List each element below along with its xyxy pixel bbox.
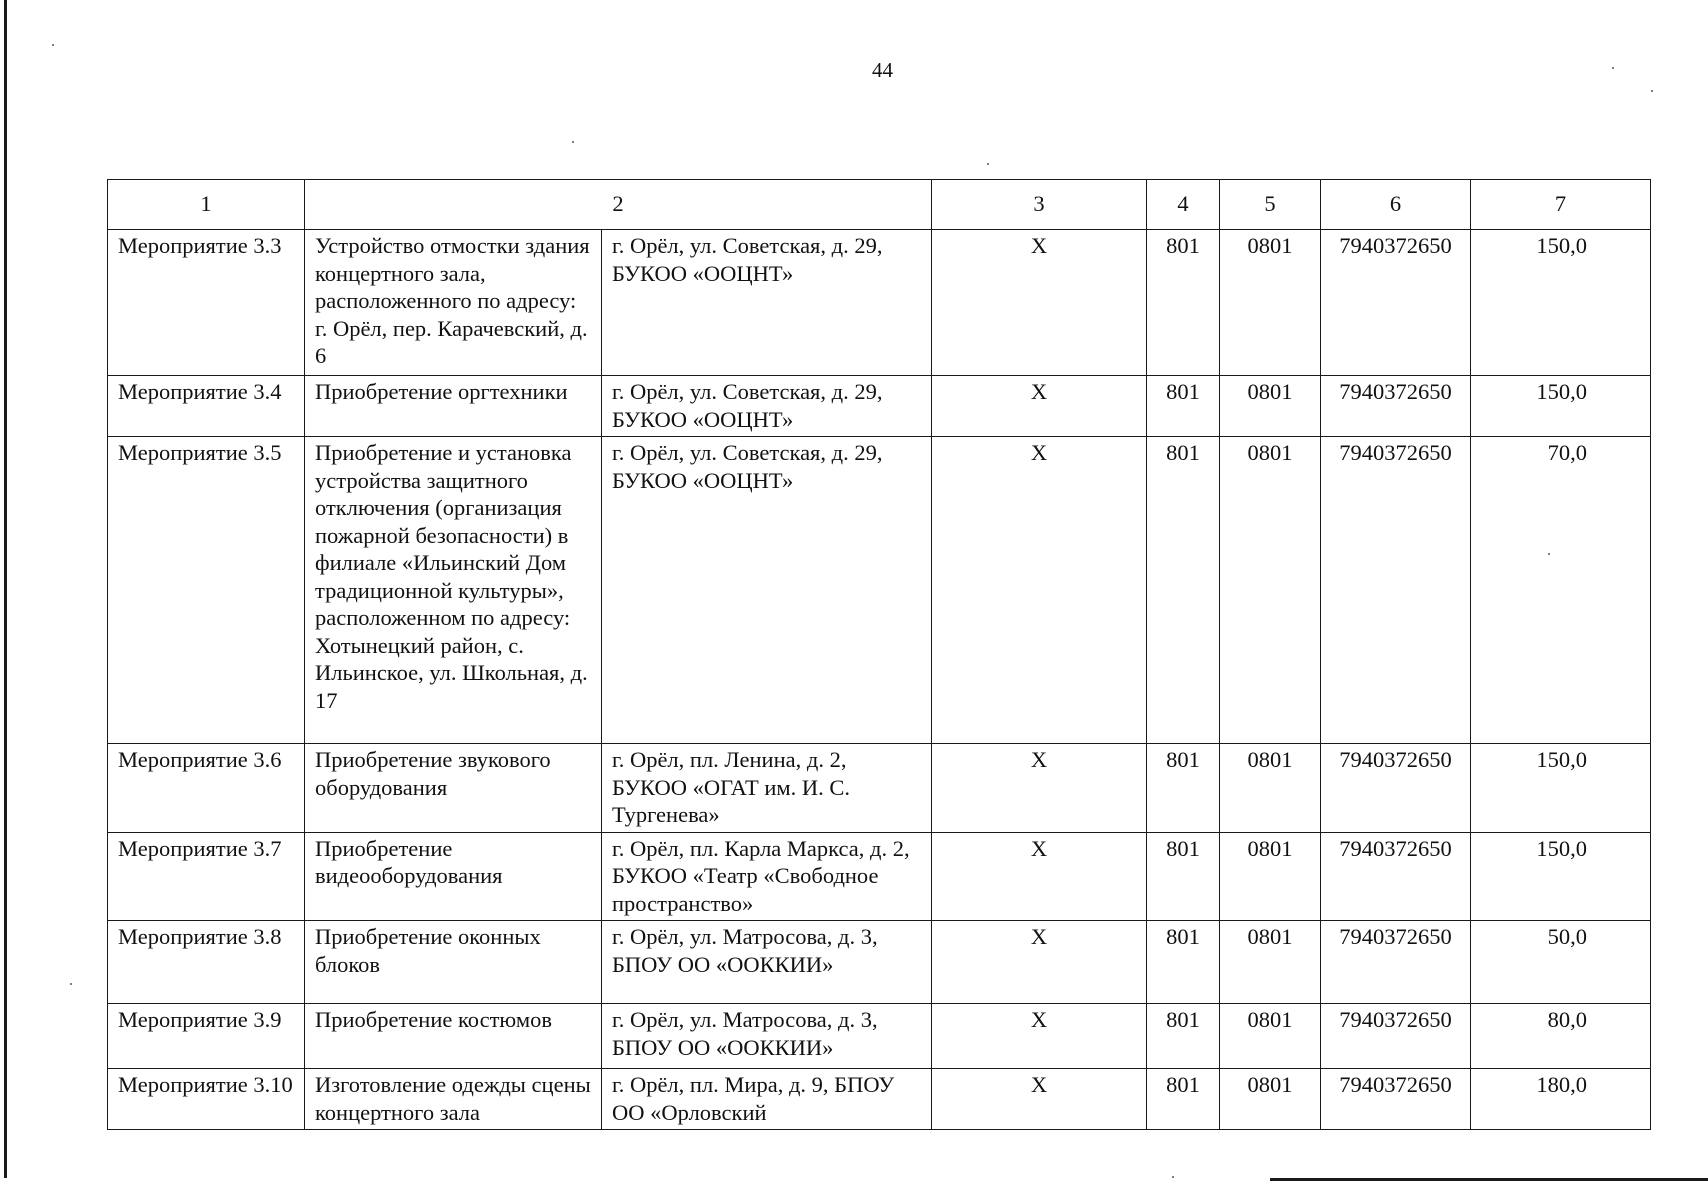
col6-cell: 7940372650 bbox=[1321, 230, 1471, 376]
description-cell: Приобретение костюмов bbox=[305, 1004, 602, 1069]
amount-cell: 150,0 bbox=[1471, 230, 1651, 376]
amount-cell: 150,0 bbox=[1471, 744, 1651, 833]
description-cell: Приобретение звукового оборудования bbox=[305, 744, 602, 833]
col5-cell: 0801 bbox=[1220, 744, 1321, 833]
address-cell: г. Орёл, ул. Советская, д. 29, БУКОО «ООЦНТ» bbox=[602, 376, 932, 437]
address-cell: г. Орёл, ул. Матросова, д. 3, БПОУ ОО «ООККИИ» bbox=[602, 921, 932, 1004]
description-cell: Изготовление одежды сцены концертного зала bbox=[305, 1069, 602, 1130]
address-cell: г. Орёл, ул. Советская, д. 29, БУКОО «ООЦНТ» bbox=[602, 437, 932, 744]
event-cell: Мероприятие 3.7 bbox=[108, 832, 305, 921]
table-row bbox=[108, 1004, 1651, 1069]
description-cell: Приобретение видеооборудования bbox=[305, 832, 602, 921]
table-row bbox=[108, 230, 1651, 376]
col4-cell: 801 bbox=[1147, 437, 1220, 744]
col6-cell: 7940372650 bbox=[1321, 1004, 1471, 1069]
address-cell: г. Орёл, ул. Матросова, д. 3, БПОУ ОО «ООККИИ» bbox=[602, 1004, 932, 1069]
event-cell: Мероприятие 3.6 bbox=[108, 744, 305, 833]
col3-cell: Х bbox=[932, 230, 1147, 376]
amount-cell: 80,0 bbox=[1471, 1004, 1651, 1069]
table-row bbox=[108, 832, 1651, 921]
table-row bbox=[108, 744, 1651, 833]
address-cell: г. Орёл, ул. Советская, д. 29, БУКОО «ООЦНТ» bbox=[602, 230, 932, 376]
col3-cell: Х bbox=[932, 921, 1147, 1004]
col6-cell: 7940372650 bbox=[1321, 1069, 1471, 1130]
col3-cell: Х bbox=[932, 832, 1147, 921]
header-cell-7: 7 bbox=[1471, 180, 1651, 230]
col5-cell: 0801 bbox=[1220, 1069, 1321, 1130]
scan-speck bbox=[1612, 67, 1614, 69]
left-margin-rule bbox=[4, 0, 7, 1178]
header-cell-1: 1 bbox=[108, 180, 305, 230]
col3-cell: Х bbox=[932, 1069, 1147, 1130]
page-number: 44 bbox=[872, 58, 893, 82]
col4-cell: 801 bbox=[1147, 376, 1220, 437]
amount-cell: 150,0 bbox=[1471, 376, 1651, 437]
col4-cell: 801 bbox=[1147, 744, 1220, 833]
event-cell: Мероприятие 3.10 bbox=[108, 1069, 305, 1130]
col6-cell: 7940372650 bbox=[1321, 921, 1471, 1004]
col3-cell: Х bbox=[932, 437, 1147, 744]
address-cell: г. Орёл, пл. Карла Маркса, д. 2, БУКОО «Театр «Свободное пространство» bbox=[602, 832, 932, 921]
description-cell: Устройство отмостки здания концертного зала, расположенного по адресу: г. Орёл, пер. Карачевский, д. 6 bbox=[305, 230, 602, 376]
event-cell: Мероприятие 3.3 bbox=[108, 230, 305, 376]
description-cell: Приобретение оконных блоков bbox=[305, 921, 602, 1004]
col5-cell: 0801 bbox=[1220, 230, 1321, 376]
description-cell: Приобретение и установка устройства защитного отключения (организация пожарной безопасности) в филиале «Ильинский Дом традиционной культуры», расположенном по адресу: Хотынецкий район, с. Ильинское, ул. Школьная, д. 17 bbox=[305, 437, 602, 744]
scan-speck bbox=[987, 163, 989, 165]
scan-speck bbox=[70, 983, 72, 985]
event-cell: Мероприятие 3.4 bbox=[108, 376, 305, 437]
budget-table bbox=[107, 179, 1651, 1130]
col3-cell: Х bbox=[932, 744, 1147, 833]
col6-cell: 7940372650 bbox=[1321, 832, 1471, 921]
amount-cell: 150,0 bbox=[1471, 832, 1651, 921]
event-cell: Мероприятие 3.9 bbox=[108, 1004, 305, 1069]
col5-cell: 0801 bbox=[1220, 376, 1321, 437]
header-cell-3: 3 bbox=[932, 180, 1147, 230]
col4-cell: 801 bbox=[1147, 230, 1220, 376]
description-cell: Приобретение оргтехники bbox=[305, 376, 602, 437]
col6-cell: 7940372650 bbox=[1321, 437, 1471, 744]
col6-cell: 7940372650 bbox=[1321, 376, 1471, 437]
col3-cell: Х bbox=[932, 1004, 1147, 1069]
table-row bbox=[108, 376, 1651, 437]
amount-cell: 50,0 bbox=[1471, 921, 1651, 1004]
event-cell: Мероприятие 3.8 bbox=[108, 921, 305, 1004]
amount-cell: 70,0 bbox=[1471, 437, 1651, 744]
col5-cell: 0801 bbox=[1220, 832, 1321, 921]
address-cell: г. Орёл, пл. Ленина, д. 2, БУКОО «ОГАТ им. И. С. Тургенева» bbox=[602, 744, 932, 833]
header-cell-5: 5 bbox=[1220, 180, 1321, 230]
scan-speck bbox=[572, 141, 574, 143]
scan-speck bbox=[52, 44, 54, 46]
event-cell: Мероприятие 3.5 bbox=[108, 437, 305, 744]
bottom-margin-rule bbox=[1270, 1178, 1708, 1181]
address-cell: г. Орёл, пл. Мира, д. 9, БПОУ ОО «Орловский bbox=[602, 1069, 932, 1130]
amount-cell: 180,0 bbox=[1471, 1069, 1651, 1130]
col5-cell: 0801 bbox=[1220, 437, 1321, 744]
scan-speck bbox=[1172, 1176, 1174, 1178]
col5-cell: 0801 bbox=[1220, 921, 1321, 1004]
col5-cell: 0801 bbox=[1220, 1004, 1321, 1069]
header-cell-4: 4 bbox=[1147, 180, 1220, 230]
scan-speck bbox=[1651, 90, 1653, 92]
col4-cell: 801 bbox=[1147, 1069, 1220, 1130]
col3-cell: Х bbox=[932, 376, 1147, 437]
table-header-row bbox=[108, 180, 1651, 230]
col4-cell: 801 bbox=[1147, 832, 1220, 921]
table-row bbox=[108, 1069, 1651, 1130]
table-row bbox=[108, 437, 1651, 744]
header-cell-2: 2 bbox=[305, 180, 932, 230]
col4-cell: 801 bbox=[1147, 921, 1220, 1004]
col4-cell: 801 bbox=[1147, 1004, 1220, 1069]
col6-cell: 7940372650 bbox=[1321, 744, 1471, 833]
table-row bbox=[108, 921, 1651, 1004]
header-cell-6: 6 bbox=[1321, 180, 1471, 230]
